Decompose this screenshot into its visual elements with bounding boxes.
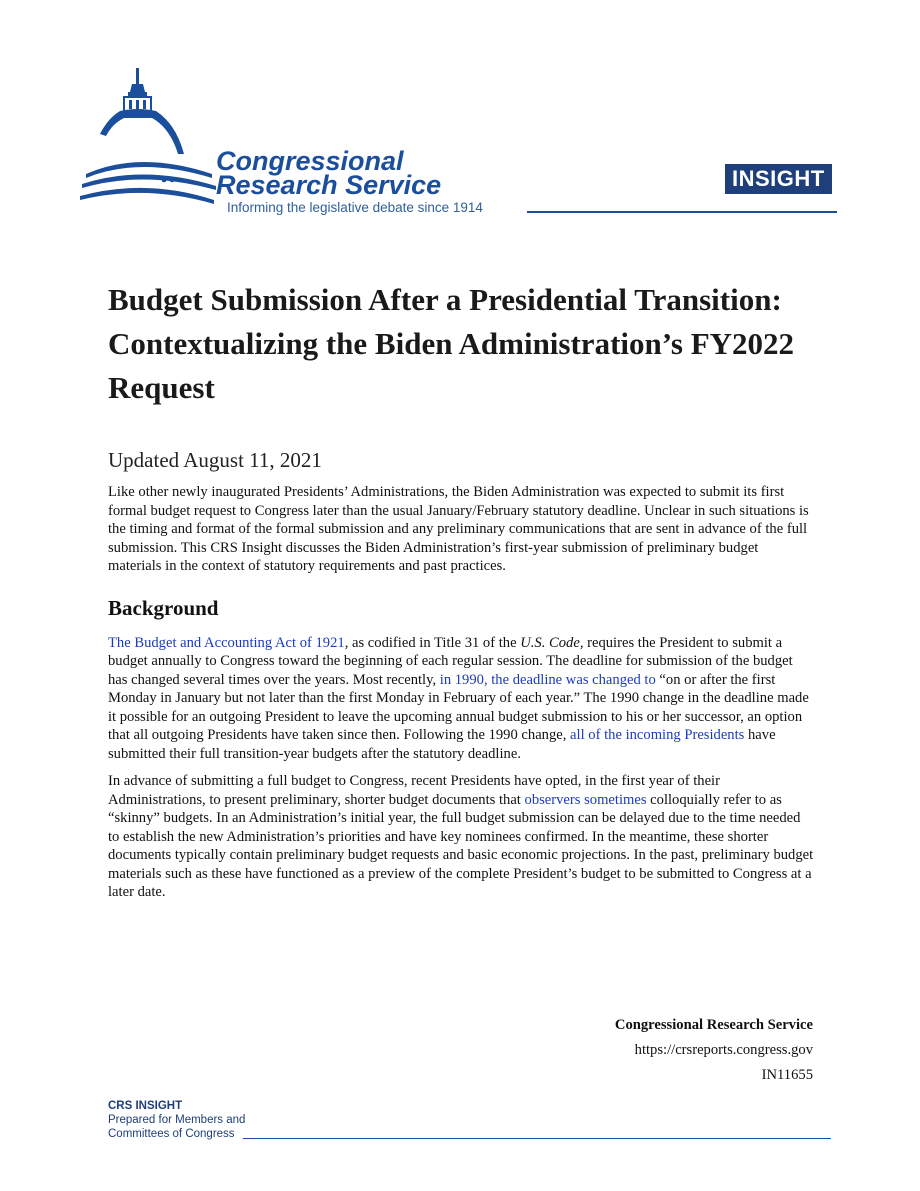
footer-url: https://crsreports.congress.gov: [634, 1042, 813, 1058]
crs-insight-label: [108, 1099, 245, 1141]
page-footer: [615, 1013, 813, 1088]
text-segment: , as codified in Title 31 of the: [344, 634, 521, 651]
footer-report-id: IN11655: [761, 1067, 813, 1083]
insight-badge: INSIGHT: [725, 164, 832, 194]
background-paragraph-1: [108, 634, 814, 764]
crs-insight-label-title: CRS INSIGHT: [108, 1100, 183, 1112]
section-heading-background: Background: [108, 595, 219, 620]
text-segment: In advance of submitting a full budget to Congress, recent Presidents have opted, in the first year of their Administrations, to present preliminary, shorter budget documents that: [108, 773, 720, 808]
capitol-dome-logo-icon: [80, 62, 220, 222]
text-segment: colloquially refer to as “skinny” budgets. In an Administration’s initial year, the full budget submission can be delayed due to the time needed to establish the new Administration’s priorities and have key nominees confirmed. In the meantime, these shorter documents typically contain preliminary budget requests and basic economic projections. In the past, preliminary budget materials such as these have functioned as a preview of the complete President’s budget to be submitted to Congress at a later date.: [108, 791, 814, 900]
logo-tagline: Informing the legislative debate since 1914: [227, 200, 483, 215]
text-segment: “on or after the first Monday in January but not later than the first Monday in February of each year.” The 1990 change in the deadline made it possible for an outgoing President to leave the upcoming annual budget submission to his or her successor, an option that all outgoing Presidents have taken since then. Following the 1990 change,: [108, 671, 809, 743]
crs-insight-label-line3: Committees of Congress: [108, 1128, 235, 1140]
header-divider: [527, 211, 837, 213]
crs-insight-label-line2: Prepared for Members and: [108, 1114, 246, 1126]
background-paragraph-2: [108, 772, 814, 902]
text-segment: , requires the President to submit a budget annually to Congress toward the beginning of each regular session. The deadline for submission of the budget has changed several times over the years. Most recently,: [108, 634, 793, 688]
text-segment: have submitted their full transition-year budgets after the statutory deadline.: [108, 727, 776, 762]
updated-date: Updated August 11, 2021: [108, 448, 322, 472]
footer-org-name: Congressional Research Service: [614, 1017, 813, 1033]
budget-accounting-act-link[interactable]: The Budget and Accounting Act of 1921: [108, 634, 345, 651]
observers-sometimes-link[interactable]: observers sometimes: [524, 791, 647, 808]
deadline-change-link[interactable]: in 1990, the deadline was changed to: [439, 671, 656, 688]
report-header: [80, 62, 840, 222]
incoming-presidents-link[interactable]: all of the incoming Presidents: [570, 727, 745, 743]
report-title: Budget Submission After a Presidential Transition: Contextualizing the Biden Administration’s FY2022 Request: [108, 282, 795, 405]
intro-paragraph: Like other newly inaugurated Presidents’ Administrations, the Biden Administration was expected to submit its first formal budget request to Congress later than the usual January/February statutory deadline. Unclear in such situations is the timing and format of the formal submission and any preliminary communications that are sent in advance of the full submission. This CRS Insight discusses the Biden Administration’s first-year submission of preliminary budget materials in the context of statutory requirements and past practices.: [108, 484, 809, 574]
logo-line-congressional: Congressional: [216, 146, 404, 176]
bottom-divider: [243, 1138, 831, 1139]
logo-line-research-service: Research Service: [216, 170, 442, 200]
report-body: [108, 483, 814, 911]
us-code-text: U.S. Code: [520, 634, 580, 651]
